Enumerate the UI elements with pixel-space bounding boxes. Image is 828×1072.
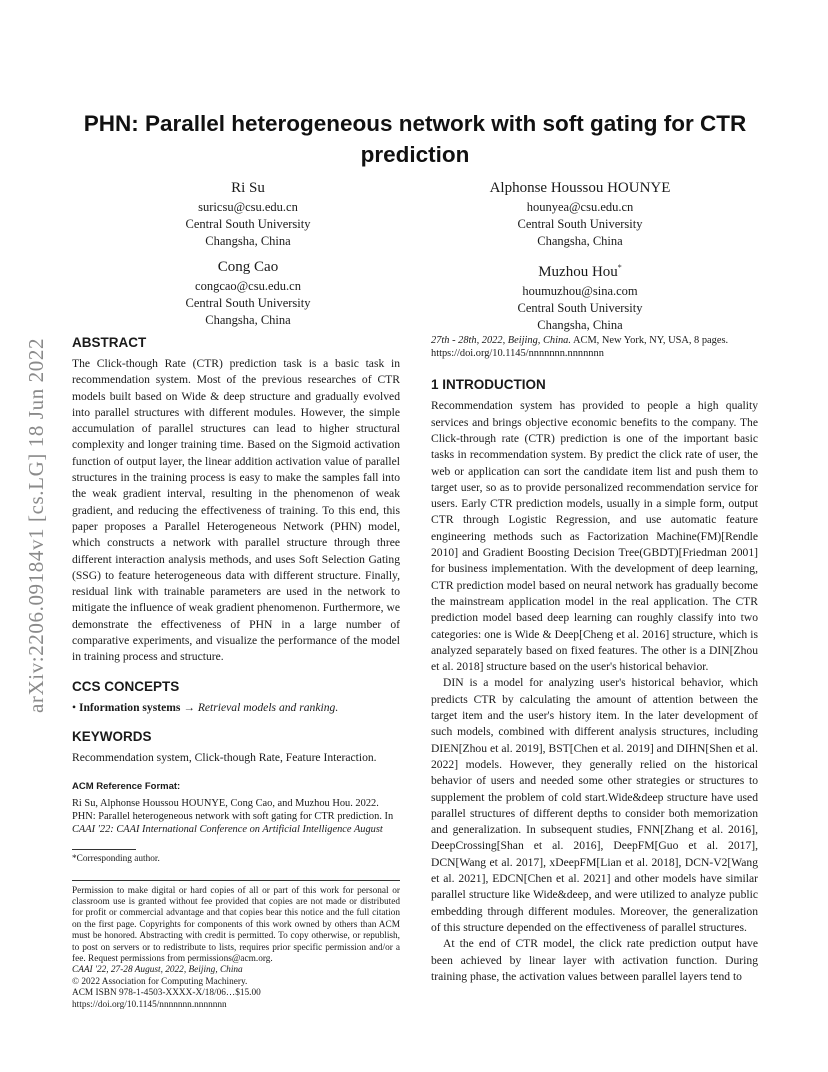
- introduction-paragraph: At the end of CTR model, the click rate prediction output have been achieved by linear layer with activation function. During training phase, the activation values between parallel layers tend to: [431, 937, 758, 983]
- footnote-area: [72, 849, 400, 865]
- corresponding-footnote: *Corresponding author.: [72, 854, 160, 865]
- acm-reference: [72, 779, 400, 836]
- ccs-concept: [72, 700, 400, 716]
- permission-conference: CAAI '22, 27-28 August, 2022, Beijing, China: [72, 965, 243, 976]
- author-location: Changsha, China: [205, 313, 291, 327]
- author-affiliation: Central South University: [185, 296, 311, 310]
- author-affiliation: Central South University: [517, 217, 643, 231]
- acm-reference-heading: ACM Reference Format:: [72, 781, 181, 793]
- author-block: [470, 257, 690, 334]
- acm-reference-venue: CAAI '22: CAAI International Conference on Artificial Intelligence August: [72, 823, 383, 835]
- permission-copyright: © 2022 Association for Computing Machinery.: [72, 976, 248, 987]
- permission-isbn: ACM ISBN 978-1-4503-XXXX-X/18/06…$15.00: [72, 988, 261, 999]
- keywords-heading: KEYWORDS: [72, 728, 152, 744]
- acm-reference-text: Ri Su, Alphonse Houssou HOUNYE, Cong Cao, and Muzhou Hou. 2022. PHN: Parallel heterogeneous network with soft gating for CTR prediction. In CAAI '22: CAAI International Conference on Artificial Intelligence August: [72, 797, 394, 835]
- introduction-paragraph: DIN is a model for analyzing user's historical behavior, which predicts CTR by calculating the amount of attention between the target item and the user's history item. In the later development of such models, combined with different analysis structures, including DIEN[Zhou et al. 2019], BST[Chen et al. 2019] and DIHN[Shen et al. 2022] models. However, they generally relied on the historical behavior of users and needed some other strategies or structures to supplement the problem of cold start.Wide&deep structure have used parallel structures of different depths to consider both memorization and generalization. In subsequent studies, FNN[Zhang et al. 2016], DeepCrossing[Shan et al. 2016], DeepFM[Guo et al. 2017], DCN[Wang et al. 2017], xDeepFM[Lian et al. 2018], DCN-V2[Wang et al. 2021], EDCN[Chen et al. 2021] and other models have similar parallel structure like Wide&deep, and were utilized to analyze public embedding through different modules. Moreover, the generalization of this structure depended on the effectiveness of parallel structures.: [431, 676, 758, 934]
- author-name: Cong Cao: [217, 259, 279, 275]
- ccs-heading: CCS CONCEPTS: [72, 678, 180, 694]
- ccs-bullet: •: [72, 700, 77, 714]
- introduction-heading: 1 INTRODUCTION: [431, 377, 546, 393]
- author-location: Changsha, China: [537, 234, 623, 248]
- introduction-paragraph: Recommendation system has provided to people a high quality services and brings objective economic benefits to the company. The Click-through rate (CTR) prediction is one of the important basic tasks in recommendation system. By predict the click rate of user, the web or application can sort the candidate item list and push them to target user, so as to provide personalized recommendation service for users. Early CTR prediction models, usually in a simple form, output CTR through Logistic Regression, and use automatic feature engineering methods such as Factorization Machine(FM)[Rendle 2010] and Gradient Boosting Decision Tree(GBDT)[Friedman 2001] for business implementation. With the development of deep learning, CTR prediction model based on neural network has gradually become the mainstream application model in the real application. The CTR prediction model based deep learning can roughly classify into two categories: one is Wide & Deep[Cheng et al. 2016] structure, which is analyzed separately based on fixed features. The other is a DIN[Zhou et al. 2018] structure based on the user's historical behavior.: [431, 399, 758, 674]
- right-column: [431, 334, 758, 985]
- author-name: Muzhou Hou*: [538, 263, 622, 280]
- author-email: suricsu@csu.edu.cn: [198, 200, 298, 214]
- arxiv-identifier-text: arXiv:2206.09184v1 [cs.LG] 18 Jun 2022: [24, 337, 49, 713]
- author-email: hounyea@csu.edu.cn: [526, 200, 634, 214]
- permission-text: Permission to make digital or hard copies of all or part of this work for personal or classroom use is granted without fee provided that copies are not made or distributed for profit or commercial advantage and that copies bear this notice and the full citation on the first page. Copyrights for components of this work owned by others than ACM must be honored. Abstracting with credit is permitted. To copy otherwise, or republish, to post on servers or to redistribute to lists, requires prior specific permission and/or a fee. Request permissions from permissions@acm.org.: [72, 885, 400, 964]
- permission-rule: [72, 880, 400, 881]
- left-column: [72, 334, 400, 1011]
- abstract-heading: ABSTRACT: [72, 335, 147, 350]
- ccs-concept-text: Retrieval models and ranking.: [197, 700, 339, 714]
- author-location: Changsha, China: [205, 234, 291, 248]
- author-name: Alphonse Houssou HOUNYE: [489, 180, 671, 196]
- abstract-text: The Click-though Rate (CTR) prediction task is a basic task in recommendation system. Most of the previous researches of CTR models built based on Wide & deep structure and gradually evolved into parallel structures with different modules. However, the simple accumulation of parallel structures can lead to higher structural complexity and longer training time. Based on the Sigmoid activation function of output layer, the linear addition activation value of parallel structures in the training process is easy to make the samples fall into the weak gradient interval, resulting in the phenomenon of weak gradient, and reducing the effectiveness of training. To this end, this paper proposes a Parallel Heterogeneous Network (PHN) model, which constructs a network with parallel structure through three different interaction analysis methods, and uses Soft Selection Gating (SSG) to feature heterogeneous data with different structure. Finally, residual link with trainable parameters are used in the network to mitigate the influence of weak gradient phenomenon. Furthermore, we demonstrate the effectiveness of PHN in a large number of comparative experiments, and visualize the performance of the model in training process and structure.: [72, 357, 400, 664]
- author-name: Ri Su: [231, 180, 265, 196]
- permission-doi: https://doi.org/10.1145/nnnnnnn.nnnnnnn: [72, 999, 227, 1010]
- keywords-text: Recommendation system, Click-though Rate, Feature Interaction.: [72, 750, 377, 764]
- author-location: Changsha, China: [537, 318, 623, 332]
- permission-block: [72, 880, 400, 1011]
- footnote-rule: [72, 849, 136, 850]
- author-affiliation: Central South University: [185, 217, 311, 231]
- author-block: [148, 257, 348, 329]
- author-email: houmuzhou@sina.com: [522, 284, 638, 298]
- corresponding-mark: *: [617, 263, 622, 272]
- arxiv-identifier: [22, 290, 52, 760]
- author-email: congcao@csu.edu.cn: [195, 279, 301, 293]
- author-block: [470, 178, 690, 250]
- paper-title: PHN: Parallel heterogeneous network with soft gating for CTR prediction: [83, 111, 747, 167]
- ccs-arrow: →: [183, 700, 195, 714]
- acm-reference-continuation: 27th - 28th, 2022, Beijing, China. ACM, New York, NY, USA, 8 pages. https://doi.org/10.1145/nnnnnnn.nnnnnnn: [431, 335, 729, 360]
- author-affiliation: Central South University: [517, 301, 643, 315]
- ccs-term: Information systems: [78, 700, 181, 714]
- author-block: [148, 178, 348, 250]
